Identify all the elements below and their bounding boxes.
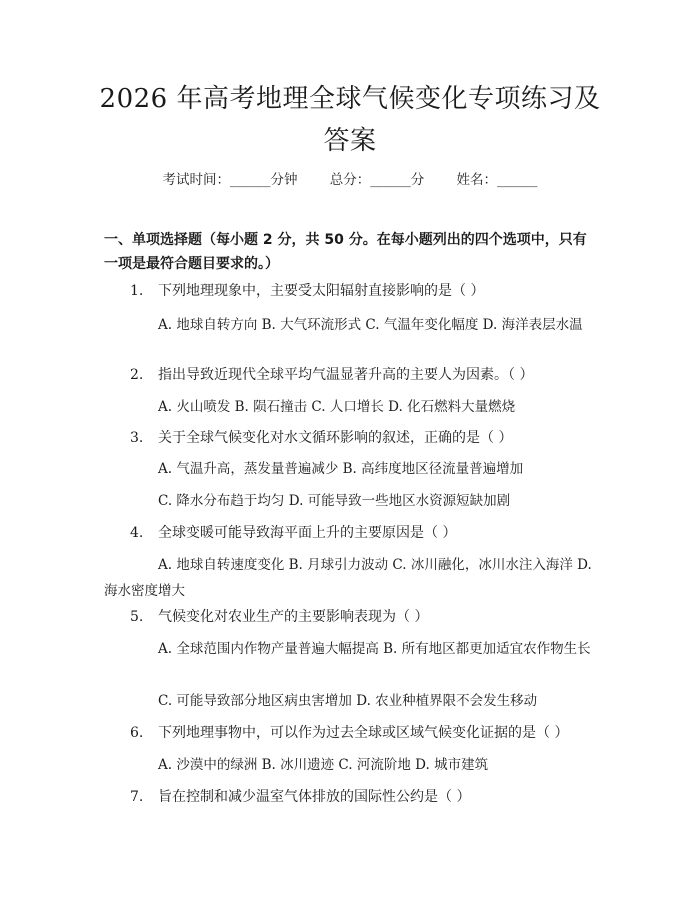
question-3 <box>104 425 594 451</box>
question-text: 旨在控制和减少温室气体排放的国际性公约是（ ） <box>158 789 471 805</box>
question-text: 全球变暖可能导致海平面上升的主要原因是（ ） <box>158 525 457 541</box>
question-text: 指出导致近现代全球平均气温显著升高的主要人为因素。（ ） <box>158 367 534 383</box>
question-3-option-row-2: C. 降水分布趋于均匀 D. 可能导致一些地区水资源短缺加剧 <box>158 493 511 509</box>
question-number: 6. <box>130 725 144 741</box>
question-number: 1. <box>130 283 144 299</box>
exam-name: 姓名：______ <box>456 172 538 188</box>
question-text: 下列地理事物中，可以作为过去全球或区域气候变化证据的是（ ） <box>158 725 569 741</box>
question-number: 4. <box>130 525 144 541</box>
question-6 <box>104 720 594 746</box>
question-text: 气候变化对农业生产的主要影响表现为（ ） <box>158 609 429 625</box>
question-text: 关于全球气候变化对水文循环影响的叙述，正确的是（ ） <box>158 430 513 446</box>
question-7 <box>104 784 594 810</box>
question-6-options: A. 沙漠中的绿洲 B. 冰川遗迹 C. 河流阶地 D. 城市建筑 <box>158 757 489 773</box>
question-5 <box>104 604 594 630</box>
question-text: 下列地理现象中，主要受太阳辐射直接影响的是（ ） <box>158 283 485 299</box>
question-1 <box>104 278 594 304</box>
question-3-option-row-1: A. 气温升高，蒸发量普遍减少 B. 高纬度地区径流量普遍增加 <box>158 461 524 477</box>
question-4-options: A. 地球自转速度变化 B. 月球引力波动 C. 冰川融化，冰川水注入海洋 D. 海水密度增大 <box>104 557 592 599</box>
exam-time: 考试时间：______分钟 <box>162 172 298 188</box>
exam-score: 总分：______分 <box>329 172 425 188</box>
question-number: 5. <box>130 609 144 625</box>
question-5-option-row-1: A. 全球范围内作物产量普遍大幅提高 B. 所有地区都更加适宜农作物生长 <box>158 641 591 657</box>
question-2 <box>104 362 594 388</box>
question-number: 7. <box>130 789 144 805</box>
section-heading: 一、单项选择题（每小题 2 分，共 50 分。在每小题列出的四个选项中，只有一项是最符合题目要求的。） <box>104 232 587 272</box>
question-1-options: A. 地球自转方向 B. 大气环流形式 C. 气温年变化幅度 D. 海洋表层水温 <box>158 317 583 333</box>
question-2-options: A. 火山喷发 B. 陨石撞击 C. 人口增长 D. 化石燃料大量燃烧 <box>158 399 516 415</box>
question-4 <box>104 520 594 546</box>
page-title: 2026 年高考地理全球气候变化专项练习及答案 <box>99 84 601 156</box>
question-5-option-row-2: C. 可能导致部分地区病虫害增加 D. 农业种植界限不会发生移动 <box>158 693 538 709</box>
question-number: 3. <box>130 430 144 446</box>
exam-meta <box>0 168 700 188</box>
question-number: 2. <box>130 367 144 383</box>
